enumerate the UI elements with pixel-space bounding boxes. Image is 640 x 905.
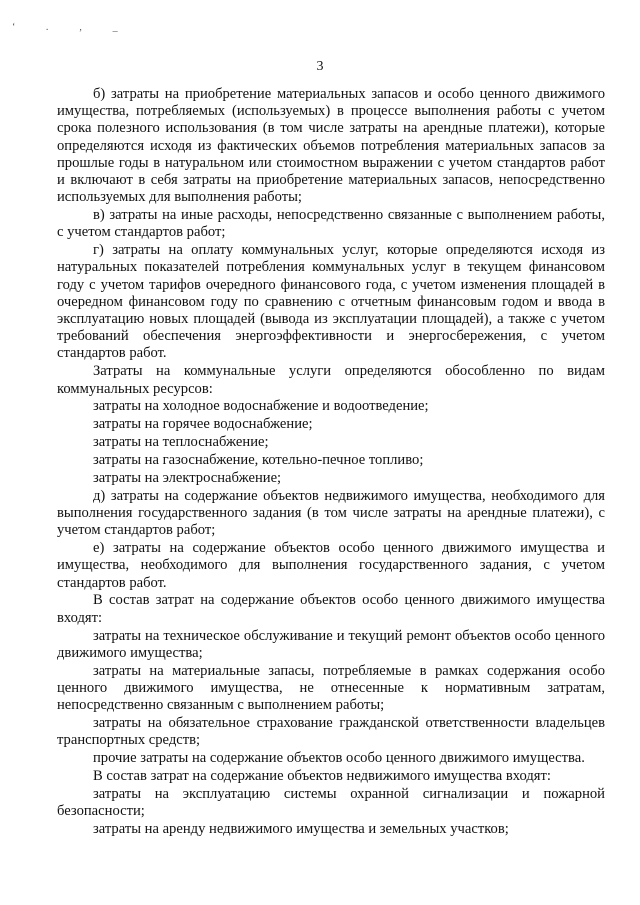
paragraph-utilities-by-resource: Затраты на коммунальные услуги определяются обособленно по видам коммунальных ресурсов: [57,363,605,397]
list-item-security-fire: затраты на эксплуатацию системы охранной сигнализации и пожарной безопасности; [57,785,605,820]
list-item-material-stock: затраты на материальные запасы, потребляемые в рамках содержания особо ценного движимого имущества, не отнесенные к нормативным затратам, непосредственно связанным с выполнением работы; [57,662,605,714]
list-item-electricity: затраты на электроснабжение; [93,469,282,486]
page-number: 3 [316,59,324,74]
paragraph-b-material-costs: б) затраты на приобретение материальных запасов и особо ценного движимого имущества, потребляемых (используемых) в процессе выполнения работы с учетом срока полезного использования (в том числе затраты на арендные платежи), которые определяются исходя из фактических объемов потребления материальных запасов за прошлые годы в натуральном или стоимостном выражении с учетом стандартов работ и включают в себя затраты на приобретение материальных запасов, непосредственно используемых для выполнения работы; [57,86,605,206]
scan-specks: ‘ . ‚ _ [12,22,132,33]
paragraph-movable-property-composition: В состав затрат на содержание объектов особо ценного движимого имущества входят: [57,592,605,626]
list-item-heating: затраты на теплоснабжение; [93,434,269,451]
list-item-other-costs: прочие затраты на содержание объектов особо ценного движимого имущества. [93,750,585,767]
list-item-cold-water: затраты на холодное водоснабжение и водоотведение; [93,398,429,415]
list-item-gas-fuel: затраты на газоснабжение, котельно-печное топливо; [93,452,424,469]
paragraph-v-other-expenses: в) затраты на иные расходы, непосредственно связанные с выполнением работы, с учетом стандартов работ; [57,207,605,241]
document-body [57,86,605,839]
list-item-rent-land: затраты на аренду недвижимого имущества и земельных участков; [93,820,509,837]
paragraph-real-estate-composition: В состав затрат на содержание объектов недвижимого имущества входят: [93,767,551,784]
paragraph-g-utilities: г) затраты на оплату коммунальных услуг, которые определяются исходя из натуральных показателей потребления коммунальных услуг в текущем финансовом году с учетом тарифов очередного финансового года, с учетом изменения площадей в очередном финансовом году по сравнению с отчетным финансовым годом и ввода в эксплуатацию новых площадей (вывода из эксплуатации площадей), а также с учетом требований обеспечения энергоэффективности и энергосбережения, с учетом стандартов работ. [57,242,605,362]
list-item-insurance: затраты на обязательное страхование гражданской ответственности владельцев транспортных средств; [57,714,605,749]
list-item-maintenance-repair: затраты на техническое обслуживание и текущий ремонт объектов особо ценного движимого имущества; [57,627,605,661]
paragraph-d-real-estate: д) затраты на содержание объектов недвижимого имущества, необходимого для выполнения государственного задания (в том числе затраты на арендные платежи), с учетом стандартов работ; [57,487,605,539]
paragraph-e-movable-property: е) затраты на содержание объектов особо ценного движимого имущества и имущества, необходимого для выполнения государственного задания, с учетом стандартов работ. [57,540,605,591]
list-item-hot-water: затраты на горячее водоснабжение; [93,416,313,433]
